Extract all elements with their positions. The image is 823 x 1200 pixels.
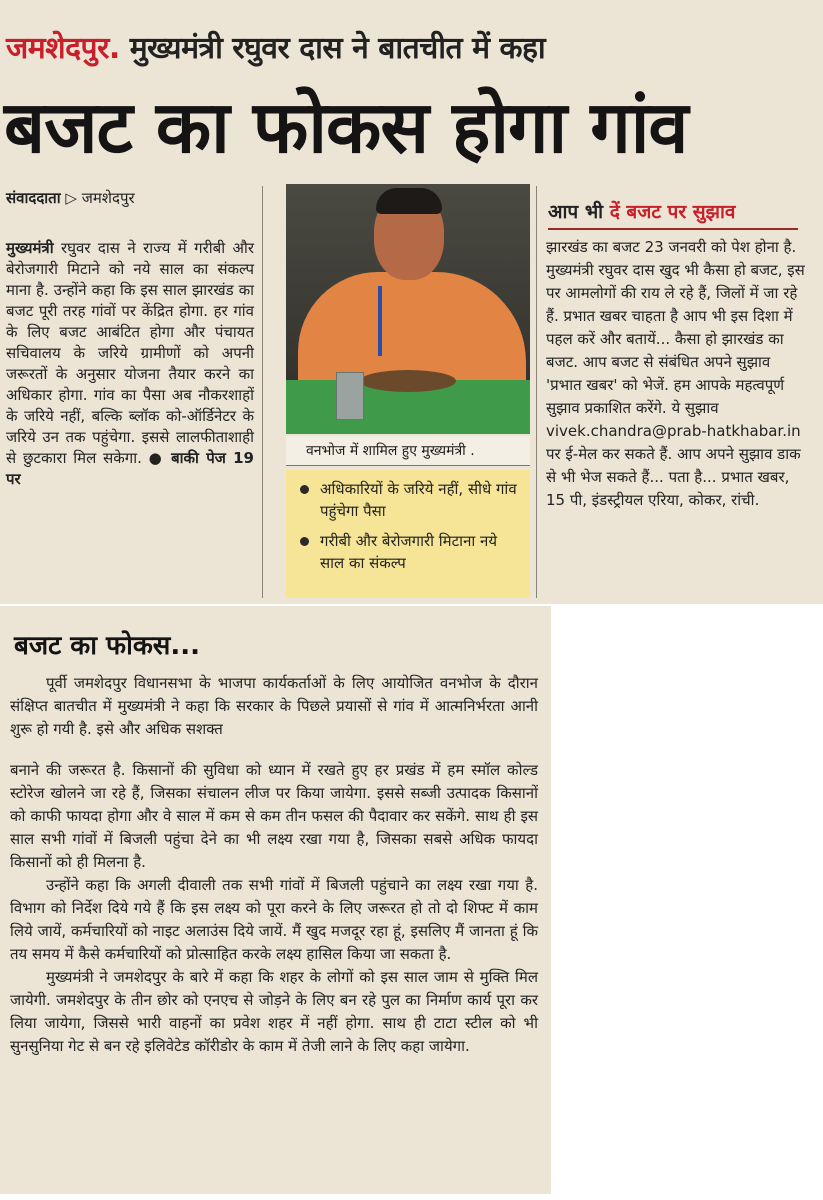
column-divider — [262, 186, 263, 598]
sidebar-text: झारखंड का बजट 23 जनवरी को पेश होना है. मुख्यमंत्री रघुवर दास खुद भी कैसा हो बजट, इस पर आमलोगों की राय ले रहे हैं, जिलों में जा रहे हैं. प्रभात खबर चाहता है आप भी इस दिशा में पहल करें और बतायें... कैसा हो झारखंड का बजट. आप बजट से संबंधित अपने सुझाव 'प्रभात खबर' को भेजें. हम आपके महत्वपूर्ण सुझाव प्रकाशित करेंगे. ये सुझाव vivek.chandra@prab-hatkhabar.in पर ई-मेल कर सकते हैं. आप अपने सुझाव डाक से भी भेज सकते हैं... पता है... प्रभात खबर, 15 पी, इंडस्ट्रीयल एरिया, कोकर, रांची. — [546, 238, 805, 509]
highlight-item: अधिकारियों के जरिये नहीं, सीधे गांव पहुंचेगा पैसा — [296, 478, 524, 522]
photo-caption: वनभोज में शामिल हुए मुख्यमंत्री . — [286, 436, 530, 466]
kicker-city: जमशेदपुर. — [6, 31, 120, 66]
paragraph: मुख्यमंत्री ने जमशेदपुर के बारे में कहा कि शहर के लोगों को इस साल जाम से मुक्ति मिल जायेगी. जमशेदपुर के तीन छोर को एनएच से जोड़ने के लिए बन रहे पुल का निर्माण कार्य पूरा कर लिया जायेगा, जिससे भारी वाहनों का प्रवेश शहर में नहीं होगा. साथ ही टाटा स्टील को भी सुनसुनिया गेट से बन रहे इलिवेटेड कॉरीडोर के काम में तेजी लाने के लिए कहा जायेगा. — [10, 968, 538, 1055]
paragraph: बनाने की जरूरत है. किसानों की सुविधा को ध्यान में रखते हुए हर प्रखंड में हम स्मॉल कोल्ड स्टोरेज खोलने जा रहे हैं, जिसका संचालन लीज पर किया जायेगा. इससे सब्जी उत्पादक किसानों को काफी फायदा होगा और वे साल में कम से कम तीन फसल की पैदावार कर सकेंगे. साथ ही इस साल सभी गांवों में बिजली पहुंचा देने का भी लक्ष्य रखा गया है, जिसका सबसे अधिक फायदा किसानों को ही मिलना है. — [10, 761, 538, 871]
kicker — [6, 26, 806, 67]
kicker-text: मुख्यमंत्री रघुवर दास ने बातचीत में कहा — [119, 31, 546, 66]
column-divider — [536, 186, 537, 598]
bullet-icon — [300, 485, 309, 494]
byline-place: जमशेदपुर — [81, 189, 135, 207]
lead-story-text — [6, 238, 254, 490]
paragraph: पूर्वी जमशेदपुर विधानसभा के भाजपा कार्यकर्ताओं के लिए आयोजित वनभोज के दौरान संक्षिप्त बातचीत में मुख्यमंत्री ने कहा कि सरकार के पिछले प्रयासों से गांव में आत्मनिर्भरता आनी शुरू हो गयी है. इसे और अधिक सशक्त — [10, 674, 538, 738]
headline: बजट का फोकस होगा गांव — [4, 85, 688, 169]
lead-body: रघुवर दास ने राज्य में गरीबी और बेरोजगारी मिटाने को नये साल का संकल्प माना है. उन्होंने कहा कि इस साल झारखंड का बजट पूरी तरह गांवों पर केंद्रित होगा. हर गांव के लिए बजट आबंटित होगा और पंचायत सचिवालय के जरिये ग्रामीणों को अपनी जरूरतों के अनुसार योजना तैयार करने का अधिकार होगा. गांव का पैसा अब नौकरशाहों के जरिये नहीं, बल्कि ब्लॉक को-ऑर्डिनेटर के जरिये उन तक पहुंचेगा. इससे लालफीताशाही से छुटकारा मिल सकेगा. — [6, 239, 254, 467]
byline-separator-icon: ▷ — [60, 189, 82, 207]
paragraph: उन्होंने कहा कि अगली दीवाली तक सभी गांवों में बिजली पहुंचाने का लक्ष्य रखा गया है. विभाग को निर्देश दिये गये हैं कि इस लक्ष्य को पूरा करने के लिए जरूरत हो तो दो शिफ्ट में काम लिये जायें, कर्मचारियों को नाइट अलाउंस दिये जायें. मैं खुद मजदूर रहा हूं, इसलिए मैं जानता हूं कि तय समय में कैसे कर्मचारियों को प्रोत्साहित करके लक्ष्य हासिल किया जा सकता है. — [10, 876, 538, 963]
highlight-item: गरीबी और बेरोजगारी मिटाना नये साल का संकल्प — [296, 530, 524, 574]
byline — [6, 188, 135, 208]
highlights-box — [286, 470, 530, 598]
continuation-clipping — [0, 606, 551, 1194]
sidebar-title: आप भी दें बजट पर सुझाव — [548, 198, 798, 230]
continued-on-page: ● बाकी पेज 19 पर — [6, 449, 254, 488]
byline-author: संवाददाता — [6, 189, 61, 207]
continuation-heading: बजट का फोकस... — [14, 631, 201, 661]
continuation-text — [10, 672, 538, 1058]
lead-word: मुख्यमंत्री — [6, 239, 54, 257]
chief-minister-photo — [286, 184, 530, 434]
bullet-icon — [300, 537, 309, 546]
